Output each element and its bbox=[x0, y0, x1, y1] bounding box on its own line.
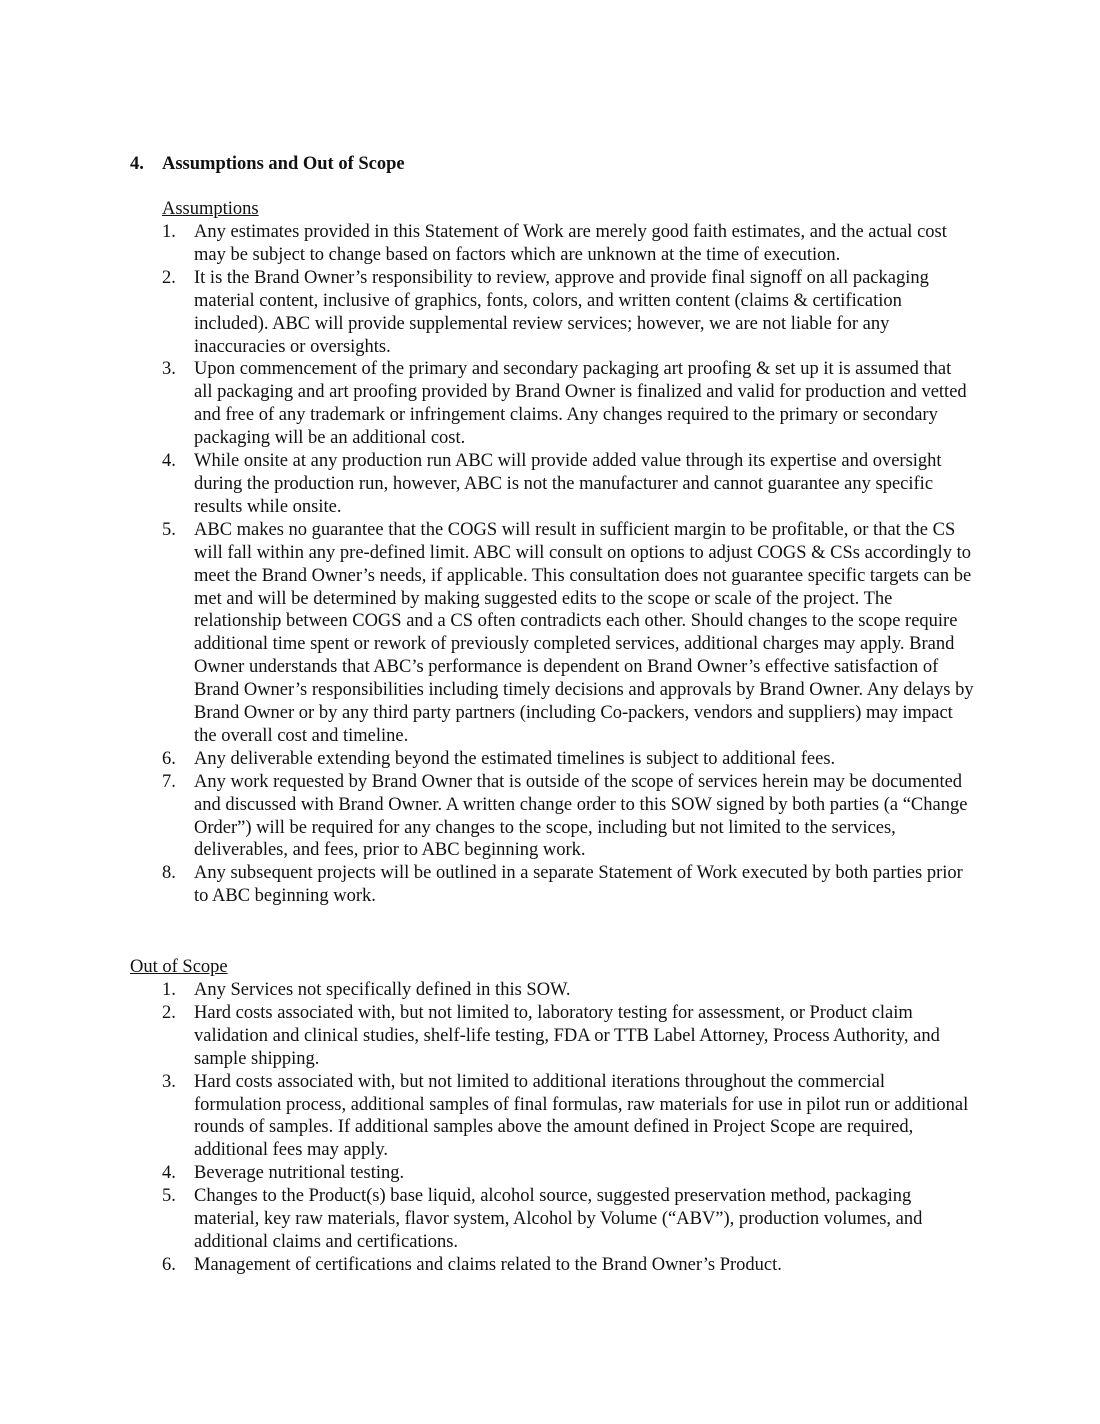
list-marker: 2. bbox=[162, 1002, 176, 1023]
out-of-scope-list bbox=[0, 979, 974, 1277]
list-item-text: Changes to the Product(s) base liquid, alcohol source, suggested preservation method, packaging material, key raw materials, flavor system, Alcohol by Volume (“ABV”), production volumes, and additional claims and certifications. bbox=[194, 1186, 923, 1252]
list-marker: 5. bbox=[162, 1186, 176, 1207]
list-item bbox=[0, 1185, 974, 1254]
assumptions-list bbox=[0, 221, 974, 908]
list-item bbox=[0, 1254, 974, 1277]
list-item bbox=[0, 1162, 974, 1185]
list-item-text: Hard costs associated with, but not limited to additional iterations throughout the commercial formulation process, additional samples of final formulas, raw materials for use in pilot run or additional rounds of samples. If additional samples above the amount defined in Project Scope are required, additional fees may apply. bbox=[194, 1071, 969, 1161]
list-item-text: Hard costs associated with, but not limited to, laboratory testing for assessment, or Product claim validation and clinical studies, shelf-life testing, FDA or TTB Label Attorney, Process Authority, and sample shipping. bbox=[194, 1002, 940, 1069]
section-number: 4. bbox=[130, 154, 144, 174]
list-item bbox=[0, 358, 974, 450]
list-item bbox=[0, 748, 974, 771]
list-item-text: Any estimates provided in this Statement of Work are merely good faith estimates, and the actual cost may be subject to change based on factors which are unknown at the time of execution. bbox=[194, 222, 947, 265]
list-item-text: While onsite at any production run ABC will provide added value through its expertise and oversight during the production run, however, ABC is not the manufacturer and cannot guarantee any specific results while onsite. bbox=[194, 451, 942, 517]
section-heading bbox=[130, 152, 405, 176]
list-marker: 6. bbox=[162, 1254, 176, 1275]
list-marker: 1. bbox=[162, 222, 176, 242]
list-item bbox=[0, 450, 974, 519]
list-item bbox=[0, 221, 974, 267]
list-marker: 6. bbox=[162, 748, 176, 769]
list-marker: 4. bbox=[162, 1163, 176, 1184]
list-marker: 5. bbox=[162, 519, 176, 540]
list-item-text: Upon commencement of the primary and secondary packaging art proofing & set up it is assumed that all packaging and art proofing provided by Brand Owner is finalized and valid for production and vetted and free of any trademark or infringement claims. Any changes required to the primary or secondary packaging will be an additional cost. bbox=[194, 359, 967, 449]
list-item-text: Beverage nutritional testing. bbox=[194, 1163, 405, 1184]
list-item bbox=[0, 862, 974, 908]
list-item-text: Any Services not specifically defined in this SOW. bbox=[194, 980, 571, 1000]
list-item-text: Any subsequent projects will be outlined in a separate Statement of Work executed by both parties prior to ABC beginning work. bbox=[194, 863, 963, 907]
list-marker: 7. bbox=[162, 771, 176, 792]
list-item-text: Any deliverable extending beyond the estimated timelines is subject to additional fees. bbox=[194, 748, 836, 769]
list-item bbox=[0, 519, 974, 748]
out-of-scope-heading: Out of Scope bbox=[130, 957, 228, 977]
list-item-text: ABC makes no guarantee that the COGS will result in sufficient margin to be profitable, or that the CS will fall within any pre-defined limit. ABC will consult on options to adjust COGS & CSs accordingly to meet the Brand Owner’s needs, if applicable. This consultation does not guarantee specific targets can be met and will be determined by making suggested edits to the scope or scale of the project. The relationship between COGS and a CS often contradicts each other. Should changes to the scope require additional time spent or rework of previously completed services, additional charges may apply. Brand Owner understands that ABC’s performance is dependent on Brand Owner’s effective satisfaction of Brand Owner’s responsibilities including timely decisions and approvals by Brand Owner. Any delays by Brand Owner or by any third party partners (including Co-packers, vendors and suppliers) may impact the overall cost and timeline. bbox=[194, 519, 974, 746]
list-item bbox=[0, 1002, 974, 1071]
list-item-text: Management of certifications and claims related to the Brand Owner’s Product. bbox=[194, 1254, 782, 1275]
section-title: Assumptions and Out of Scope bbox=[162, 154, 405, 174]
list-item bbox=[0, 771, 974, 863]
list-item-text: Any work requested by Brand Owner that is outside of the scope of services herein may be documented and discussed with Brand Owner. A written change order to this SOW signed by both parties (a “Change Order”) will be required for any changes to the scope, including but not limited to the services, deliverables, and fees, prior to ABC beginning work. bbox=[194, 771, 968, 861]
list-marker: 2. bbox=[162, 267, 176, 288]
list-item bbox=[0, 1071, 974, 1163]
list-item bbox=[0, 979, 974, 1002]
list-marker: 3. bbox=[162, 359, 176, 380]
assumptions-heading: Assumptions bbox=[162, 199, 259, 219]
list-item-text: It is the Brand Owner’s responsibility to review, approve and provide final signoff on all packaging material content, inclusive of graphics, fonts, colors, and written content (claims & certification included). ABC will provide supplemental review services; however, we are not liable for any inaccuracies or oversights. bbox=[194, 267, 929, 357]
list-marker: 3. bbox=[162, 1071, 176, 1092]
list-marker: 8. bbox=[162, 863, 176, 884]
list-item bbox=[0, 267, 974, 359]
list-marker: 4. bbox=[162, 451, 176, 472]
list-marker: 1. bbox=[162, 980, 176, 1000]
